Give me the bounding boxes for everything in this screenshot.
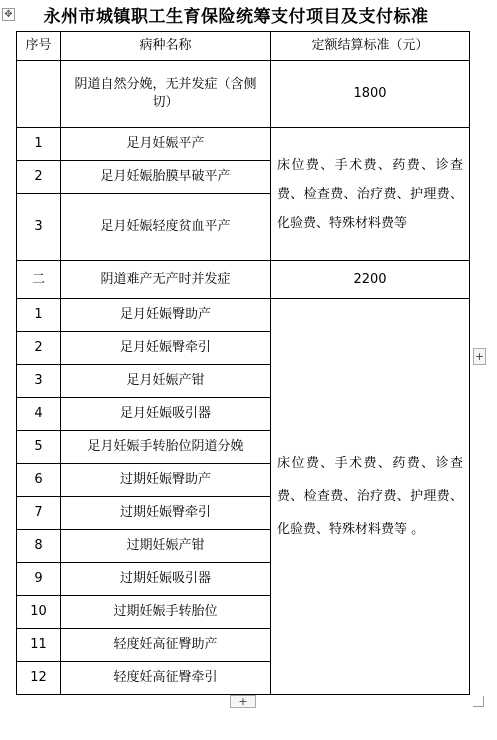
category-name: 阴道自然分娩，无并发症（含侧 切） [61,61,271,128]
row-seq: 5 [17,431,61,464]
header-disease-name: 病种名称 [61,32,271,61]
header-seq: 序号 [17,32,61,61]
row-disease-name: 足月妊娠臀牵引 [61,332,271,365]
row-seq: 12 [17,662,61,695]
row-seq: 1 [17,128,61,161]
row-seq: 3 [17,365,61,398]
row-seq: 7 [17,497,61,530]
row-disease-name: 足月妊娠平产 [61,128,271,161]
category-name: 阴道难产无产时并发症 [61,261,271,299]
add-column-button[interactable]: + [474,350,485,363]
row-disease-name: 足月妊娠产钳 [61,365,271,398]
row-seq: 6 [17,464,61,497]
row-disease-name: 轻度妊高征臀助产 [61,629,271,662]
row-disease-name: 足月妊娠吸引器 [61,398,271,431]
category-seq [17,61,61,128]
row-disease-name: 过期妊娠臀助产 [61,464,271,497]
row-disease-name: 足月妊娠臀助产 [61,299,271,332]
category-row [17,261,470,299]
row-seq: 2 [17,161,61,194]
row-disease-name: 过期妊娠臀牵引 [61,497,271,530]
table-row [17,299,470,332]
row-seq: 11 [17,629,61,662]
row-disease-name: 轻度妊高征臀牵引 [61,662,271,695]
category-amount: 2200 [271,261,470,299]
document-title: 永州市城镇职工生育保险统筹支付项目及支付标准 [43,7,429,27]
row-disease-name: 足月妊娠胎膜早破平产 [61,161,271,194]
row-disease-name: 足月妊娠手转胎位阴道分娩 [61,431,271,464]
table-move-handle-icon[interactable]: ✥ [2,8,15,21]
row-disease-name: 足月妊娠轻度贫血平产 [61,194,271,261]
add-row-button[interactable]: + [230,695,256,708]
row-seq: 3 [17,194,61,261]
row-disease-name: 过期妊娠产钳 [61,530,271,563]
category-seq: 二 [17,261,61,299]
table-resize-handle-icon[interactable] [473,696,484,707]
row-disease-name: 过期妊娠手转胎位 [61,596,271,629]
row-seq: 1 [17,299,61,332]
row-seq: 9 [17,563,61,596]
category-row [17,61,470,128]
payment-standard-table [16,31,470,695]
table-row [17,128,470,161]
row-seq: 8 [17,530,61,563]
header-standard: 定额结算标准（元） [271,32,470,61]
row-seq: 2 [17,332,61,365]
coverage-items-cell: 床位费、手术费、药费、诊查费、检查费、治疗费、护理费、化验费、特殊材料费等 [271,128,470,261]
row-disease-name: 过期妊娠吸引器 [61,563,271,596]
category-amount: 1800 [271,61,470,128]
table-header-row [17,32,470,61]
row-seq: 10 [17,596,61,629]
coverage-items-cell: 床位费、手术费、药费、诊查费、检查费、治疗费、护理费、化验费、特殊材料费等 。 [271,299,470,695]
row-seq: 4 [17,398,61,431]
